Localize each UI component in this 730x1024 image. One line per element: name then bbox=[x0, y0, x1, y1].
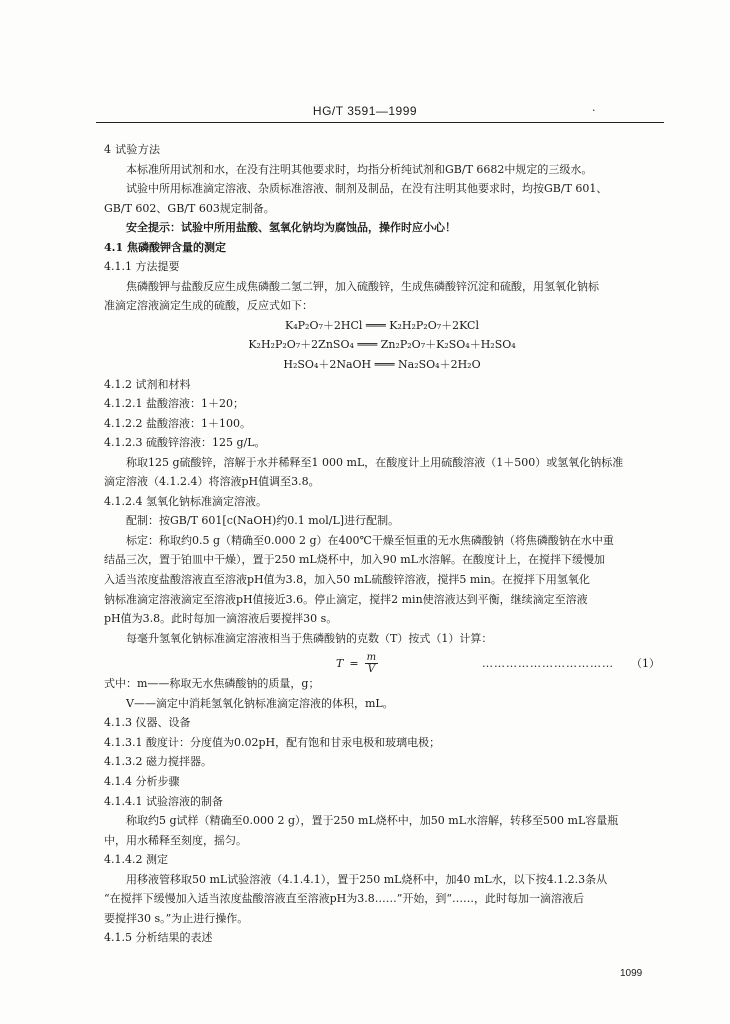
text-line: 4.1.2 试剂和材料 bbox=[104, 377, 191, 391]
text-line: 焦磷酸钾与盐酸反应生成焦磷酸二氢二钾，加入硫酸锌，生成焦磷酸锌沉淀和硫酸，用氢氧化钠标 bbox=[126, 279, 599, 293]
formula-fraction bbox=[365, 652, 378, 675]
text-line: 称取125 g硫酸锌，溶解于水并稀释至1 000 mL，在酸度计上用硫酸溶液（1＋500）或氢氧化钠标准 bbox=[126, 455, 624, 469]
text-line: 4.1.1 方法提要 bbox=[104, 260, 180, 274]
text-line: pH值为3.8。此时每加一滴溶液后要搅拌30 s。 bbox=[104, 612, 338, 626]
formula-1 bbox=[104, 648, 660, 674]
text-line: 称取约5 g试样（精确至0.000 2 g），置于250 mL烧杯中，加50 mL水溶解，转移至500 mL容量瓶 bbox=[126, 814, 619, 828]
formula-denominator: V bbox=[367, 664, 375, 676]
text-line: H₂SO₄＋2NaOH ═══ Na₂SO₄＋2H₂O bbox=[283, 358, 481, 372]
formula-lhs: T bbox=[336, 656, 344, 670]
page-number: 1099 bbox=[620, 968, 643, 979]
text-line: 式中：m——称取无水焦磷酸钠的质量，g； bbox=[104, 677, 320, 691]
text-line: K₂H₂P₂O₇＋2ZnSO₄ ═══ Zn₂P₂O₇＋K₂SO₄＋H₂SO₄ bbox=[248, 338, 516, 352]
text-line: 入适当浓度盐酸溶液直至溶液pH值为3.8，加入50 mL硫酸锌溶液，搅拌5 min。在搅拌下用氢氧化 bbox=[104, 573, 590, 587]
text-line: 4.1.2.1 盐酸溶液：1＋20； bbox=[104, 397, 244, 411]
text-line: 安全提示：试验中所用盐酸、氢氧化钠均为腐蚀品，操作时应小心！ bbox=[126, 221, 456, 235]
text-line: 配制：按GB/T 601[c(NaOH)约0.1 mol/L]进行配制。 bbox=[126, 514, 400, 528]
header-rule bbox=[96, 122, 664, 123]
text-line: GB/T 602、GB/T 603规定制备。 bbox=[104, 201, 275, 215]
text-line: 4.1.3 仪器、设备 bbox=[104, 716, 191, 730]
header-mark: · bbox=[592, 104, 596, 117]
text-line: 本标准所用试剂和水，在没有注明其他要求时，均指分析纯试剂和GB/T 6682中规定的三级水。 bbox=[126, 162, 593, 176]
text-line: 4.1.4.1 试验溶液的制备 bbox=[104, 794, 223, 808]
text-line: 要搅拌30 s。”为止进行操作。 bbox=[104, 911, 249, 925]
standard-code-header: HG/T 3591—1999 bbox=[312, 104, 418, 118]
text-line: 结晶三次，置于铂皿中干燥），置于250 mL烧杯中，加入90 mL水溶解。在酸度计上，在搅拌下缓慢加 bbox=[104, 553, 605, 567]
formula-numerator: m bbox=[366, 652, 377, 664]
text-line: 钠标准滴定溶液滴定至溶液pH值接近3.6。停止滴定，搅拌2 min使溶液达到平衡，继续滴定至溶液 bbox=[104, 592, 588, 606]
text-line: 试验中所用标准滴定溶液、杂质标准溶液、制剂及制品，在没有注明其他要求时，均按GB/T 601、 bbox=[126, 182, 608, 196]
text-line: 中，用水稀释至刻度，摇匀。 bbox=[104, 833, 247, 847]
text-line: K₄P₂O₇＋2HCl ═══ K₂H₂P₂O₇＋2KCl bbox=[285, 318, 479, 332]
text-line: “在搅拌下缓慢加入适当浓度盐酸溶液直至溶液pH为3.8……”开始，到“……，此时每加一滴溶液后 bbox=[104, 892, 584, 906]
text-line: 4.1.5 分析结果的表述 bbox=[104, 931, 213, 945]
formula-leader-dots: …………………………… bbox=[482, 657, 614, 671]
text-line: 4.1.2.2 盐酸溶液：1＋100。 bbox=[104, 416, 251, 430]
text-line: 每毫升氢氧化钠标准滴定溶液相当于焦磷酸钠的克数（T）按式（1）计算： bbox=[126, 631, 493, 645]
text-line: 4.1 焦磷酸钾含量的测定 bbox=[104, 240, 226, 254]
text-line: V——滴定中消耗氢氧化钠标准滴定溶液的体积，mL。 bbox=[126, 696, 394, 710]
text-line: 准滴定溶液滴定生成的硫酸，反应式如下： bbox=[104, 299, 313, 313]
text-line: 用移液管移取50 mL试验溶液（4.1.4.1），置于250 mL烧杯中，加40 mL水，以下按4.1.2.3条从 bbox=[126, 872, 608, 886]
text-line: 标定：称取约0.5 g（精确至0.000 2 g）在400℃干燥至恒重的无水焦磷酸钠（将焦磷酸钠在水中重 bbox=[126, 533, 614, 547]
text-line: 4.1.3.1 酸度计：分度值为0.02pH，配有饱和甘汞电极和玻璃电极； bbox=[104, 735, 441, 749]
text-line: 4.1.2.3 硫酸锌溶液：125 g/L。 bbox=[104, 436, 266, 450]
text-line: 4.1.4 分析步骤 bbox=[104, 774, 180, 788]
text-line: 滴定溶液（4.1.2.4）将溶液pH值调至3.8。 bbox=[104, 475, 320, 489]
body-text bbox=[104, 140, 660, 948]
text-line: 4 试验方法 bbox=[104, 143, 161, 156]
text-line: 4.1.4.2 测定 bbox=[104, 853, 168, 867]
formula-equals: = bbox=[349, 656, 359, 670]
text-line: 4.1.3.2 磁力搅拌器。 bbox=[104, 755, 212, 769]
text-line: 4.1.2.4 氢氧化钠标准滴定溶液。 bbox=[104, 494, 267, 508]
formula-number: （1） bbox=[631, 657, 660, 671]
